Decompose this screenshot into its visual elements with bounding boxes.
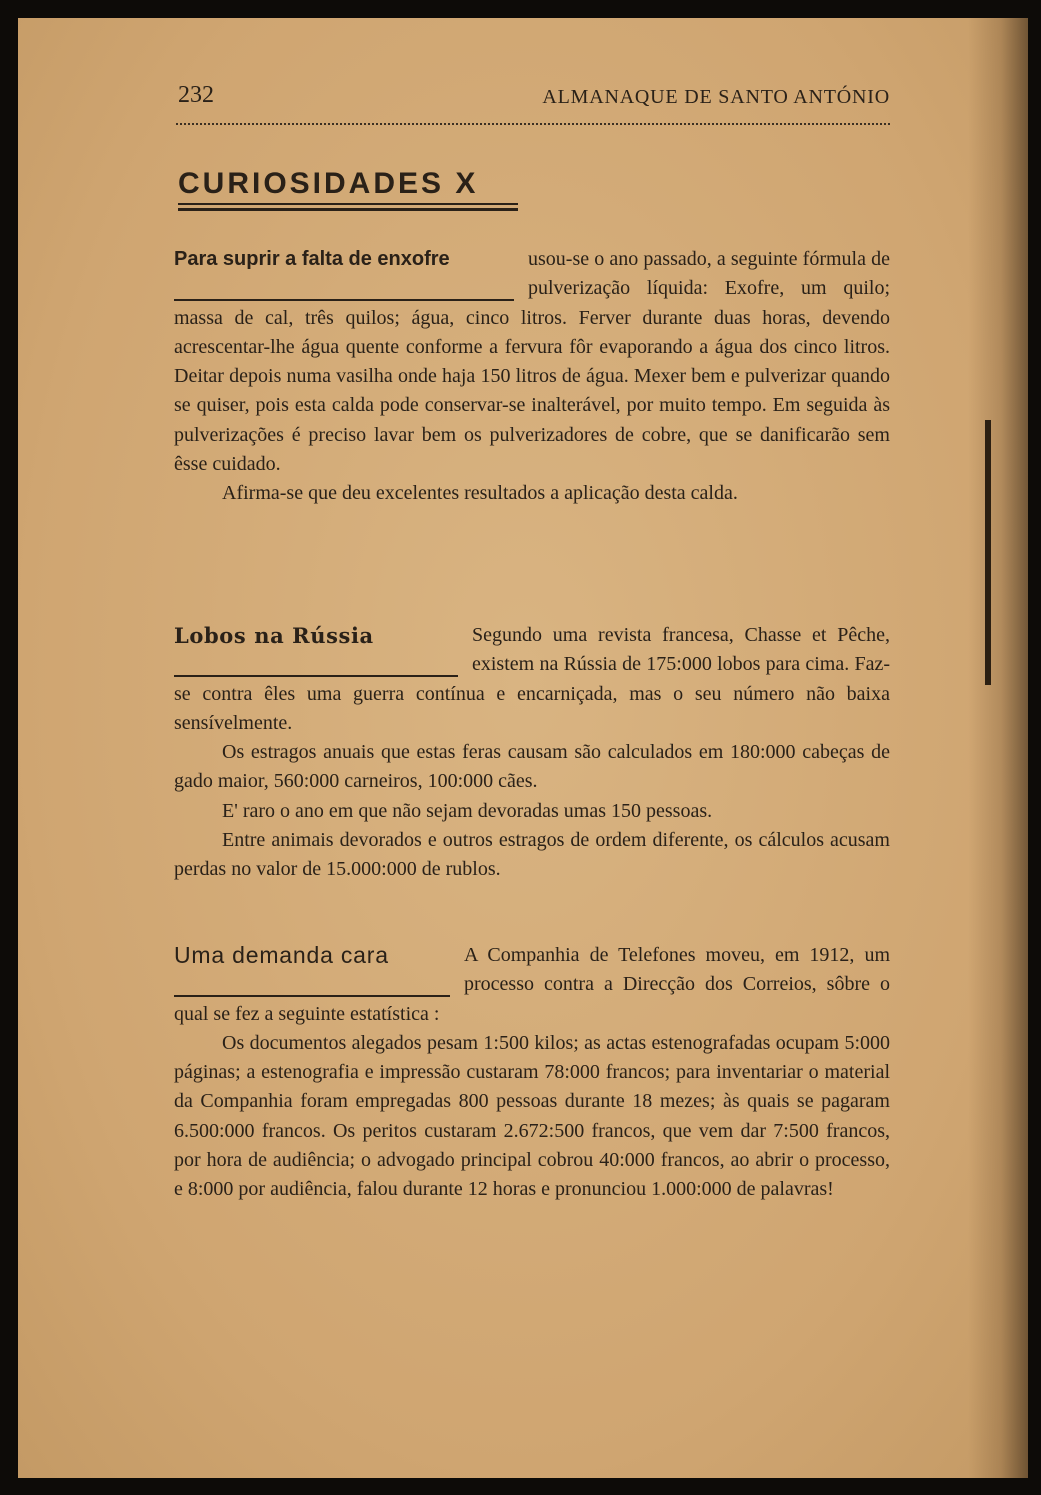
article-heading: Uma demanda cara [174, 941, 450, 997]
article-enxofre [174, 245, 890, 509]
article-paragraph: usou-se o ano passado, a seguinte fórmula de pulverização líquida: Exofre, um quilo; massa de cal, três quilos; água, cinco litros. Ferver durante duas horas, devendo acrescentar-lhe água quente conforme a fervura fôr evaporando a água dos cinco litros. Deitar depois numa vasilha onde haja 150 litros de água. Mexer bem e pulverizar quando se quiser, pois esta calda pode conservar-se inalterável, por muito tempo. Em seguida às pulverizações é preciso lavar bem os pulverizadores de cobre, que se danificarão sem êsse cuidado. [174, 248, 890, 476]
article-heading: Lobos na Rússia [174, 621, 458, 677]
article-paragraph: Os documentos alegados pesam 1:500 kilos; as actas estenografadas ocupam 5:000 páginas; a estenografia e impressão custaram 78:000 francos; para inventariar o material da Companhia foram empregadas 800 pessoas durante 18 mezes; às quais se pagaram 6.500:000 francos. Os peritos custaram 2.672:500 francos, que vem dar 7:500 francos, por hora de audiência; o advogado principal cobrou 40:000 francos, ao abrir o processo, e 8:000 por audiência, falou durante 12 horas e pronunciou 1.000:000 de palavras! [174, 1031, 890, 1201]
running-head [178, 82, 890, 112]
article-paragraph: Entre animais devorados e outros estragos de ordem diferente, os cálculos acusam perdas no valor de 15.000:000 de rublos. [174, 829, 890, 881]
running-head-title: ALMANAQUE DE SANTO ANTÓNIO [542, 86, 890, 108]
article-paragraph: Os estragos anuais que estas feras causam são calculados em 180:000 cabeças de gado maior, 560:000 carneiros, 100:000 cães. [174, 741, 890, 793]
section-title-rule-bottom [178, 208, 518, 211]
article-paragraph: Afirma-se que deu excelentes resultados a aplicação desta calda. [222, 482, 738, 505]
article-heading: Para suprir a falta de enxofre [174, 245, 514, 301]
article-demanda [174, 941, 890, 1205]
section-title-rule-top [178, 203, 518, 205]
page-number: 232 [178, 82, 214, 108]
article-paragraph: A Companhia de Telefones moveu, em 1912, um processo contra a Direcção dos Correios, sôbre o qual se fez a seguinte estatística : [174, 944, 890, 1025]
header-dotted-rule [176, 123, 890, 125]
article-paragraph: E' raro o ano em que não sejam devoradas umas 150 pessoas. [222, 799, 713, 822]
article-paragraph: Segundo uma revista francesa, Chasse et Pêche, existem na Rússia de 175:000 lobos para cima. Faz-se contra êles uma guerra contínua e encarniçada, mas o seu número não baixa sensívelmente. [174, 624, 890, 734]
section-title: CURIOSIDADES X [178, 167, 479, 200]
article-lobos [174, 621, 890, 885]
